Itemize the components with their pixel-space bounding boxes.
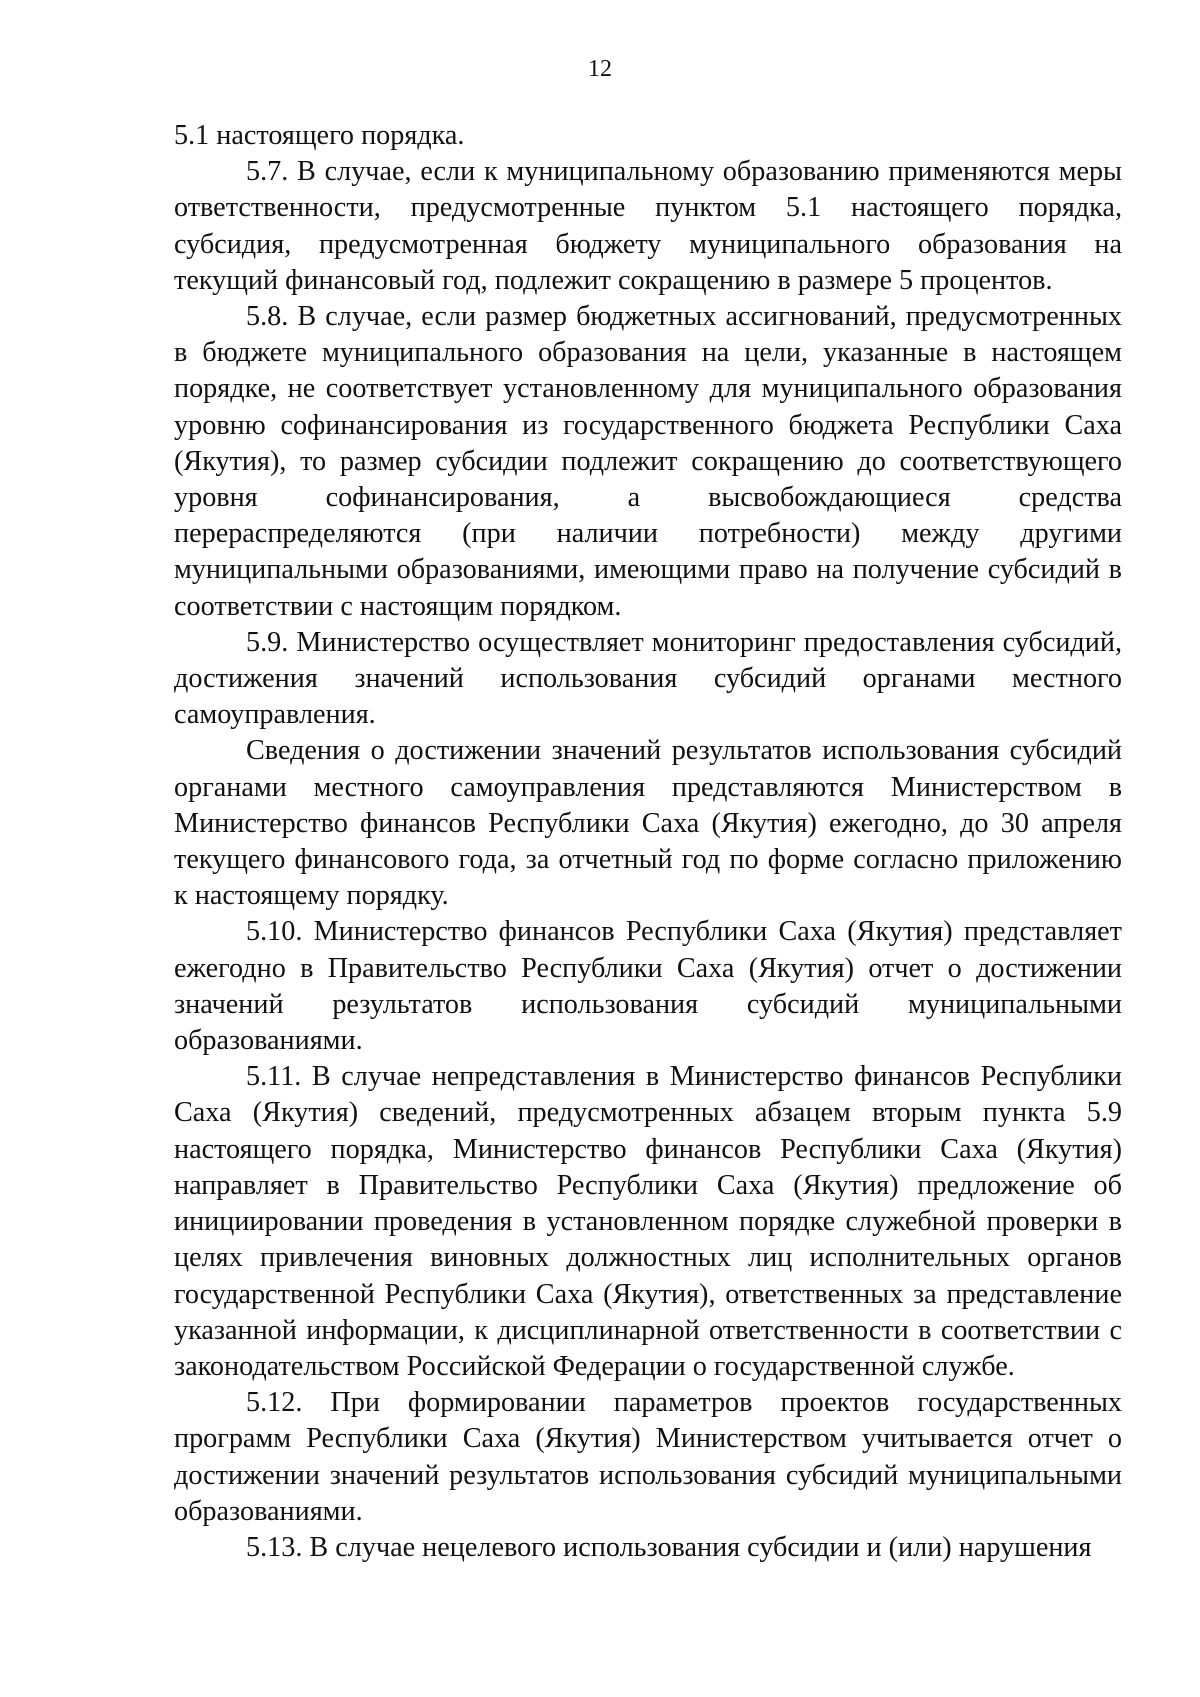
paragraph-5-9-second: Сведения о достижении значений результатов использования субсидий органами местного самоуправления представляются Министерством в Министерство финансов Республики Саха (Якутия) ежегодно, до 30 апреля текущего финансового года, за отчетный год по форме согласно приложению к настоящему порядку. <box>174 735 1122 912</box>
paragraph-5-11: 5.11. В случае непредставления в Министерство финансов Республики Саха (Якутия) сведений, предусмотренных абзацем вторым пункта 5.9 настоящего порядка, Министерство финансов Республики Саха (Якутия) направляет в Правительство Республики Саха (Якутия) предложение об инициировании проведения в установленном порядке служебной проверки в целях привлечения виновных должностных лиц исполнительных органов государственной Республики Саха (Якутия), ответственных за представление указанной информации, к дисциплинарной ответственности в соответствии с законодательством Российской Федерации о государственной службе. <box>174 1061 1122 1382</box>
paragraph-5-10: 5.10. Министерство финансов Республики Саха (Якутия) представляет ежегодно в Правительство Республики Саха (Якутия) отчет о достижении значений результатов использования субсидий муниципальными образованиями. <box>174 916 1122 1057</box>
document-body <box>174 118 1122 1566</box>
paragraph-5-12: 5.12. При формировании параметров проектов государственных программ Республики Саха (Якутия) Министерством учитывается отчет о достижении значений результатов использования субсидий муниципальными образованиями. <box>174 1387 1122 1527</box>
paragraph-5-13: 5.13. В случае нецелевого использования субсидии и (или) нарушения <box>246 1531 1092 1563</box>
paragraph-5-8: 5.8. В случае, если размер бюджетных ассигнований, предусмотренных в бюджете муниципального образования на цели, указанные в настоящем порядке, не соответствует установленному для муниципального образования уровню софинансирования из государственного бюджета Республики Саха (Якутия), то размер субсидии подлежит сокращению до соответствующего уровня софинансирования, а высвобождающиеся средства перераспределяются (при наличии потребности) между другими муниципальными образованиями, имеющими право на получение субсидий в соответствии с настоящим порядком. <box>174 301 1122 622</box>
paragraph-5-7: 5.7. В случае, если к муниципальному образованию применяются меры ответственности, предусмотренные пунктом 5.1 настоящего порядка, субсидия, предусмотренная бюджету муниципального образования на текущий финансовый год, подлежит сокращению в размере 5 процентов. <box>174 156 1122 296</box>
page-number: 12 <box>588 56 612 82</box>
paragraph-5-9: 5.9. Министерство осуществляет мониторинг предоставления субсидий, достижения значений использования субсидий органами местного самоуправления. <box>174 626 1122 731</box>
paragraph-continuation: 5.1 настоящего порядка. <box>174 120 465 151</box>
